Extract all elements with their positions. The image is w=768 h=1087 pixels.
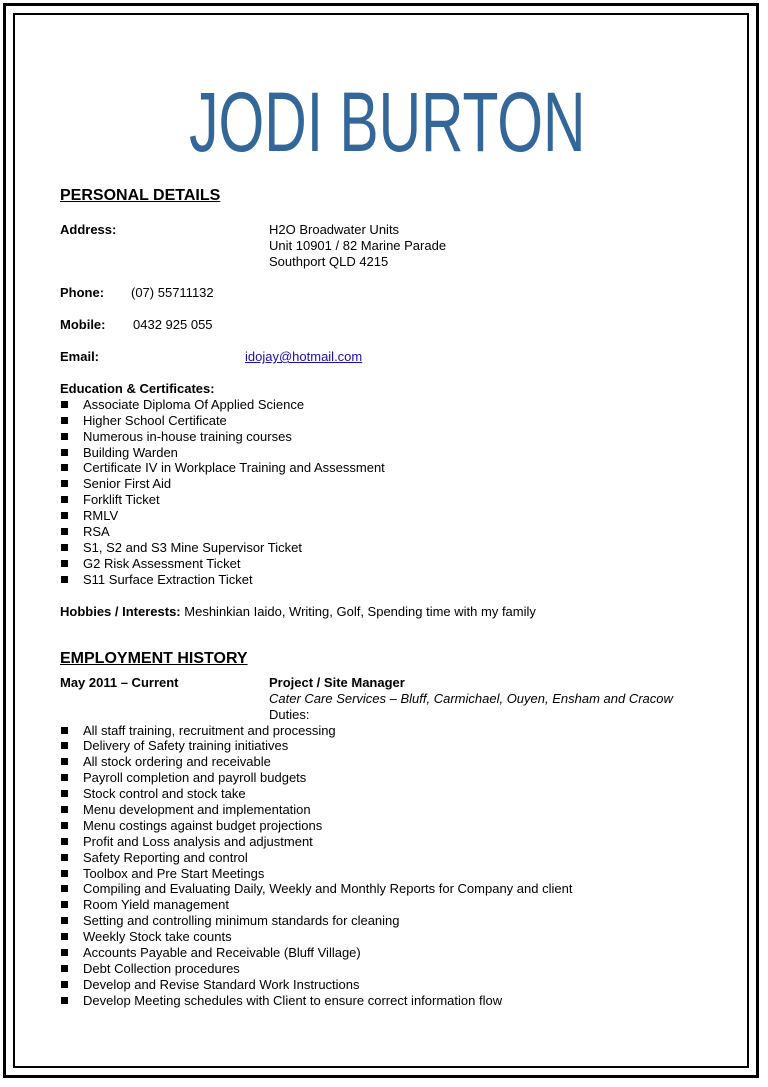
bullet-icon bbox=[61, 870, 68, 877]
bullet-icon bbox=[61, 464, 68, 471]
bullet-icon bbox=[61, 560, 68, 567]
bullet-icon bbox=[61, 917, 68, 924]
bullet-icon bbox=[61, 544, 68, 551]
bullet-icon bbox=[61, 528, 68, 535]
job-period: May 2011 – Current bbox=[60, 674, 179, 690]
bullet-icon bbox=[61, 401, 68, 408]
bullet-icon bbox=[61, 790, 68, 797]
phone-row bbox=[60, 285, 740, 301]
list-item: Higher School Certificate bbox=[60, 413, 740, 429]
bullet-icon bbox=[61, 949, 68, 956]
mobile-value: 0432 925 055 bbox=[133, 317, 213, 332]
bullet-icon bbox=[61, 727, 68, 734]
bullet-icon bbox=[61, 758, 68, 765]
hobbies-label: Hobbies / Interests: bbox=[60, 603, 181, 619]
personal-details-heading: PERSONAL DETAILS bbox=[60, 187, 221, 204]
phone-value: (07) 55711132 bbox=[131, 285, 214, 300]
job-title: Project / Site Manager bbox=[269, 674, 405, 690]
address-line-1: H2O Broadwater Units bbox=[269, 222, 400, 237]
list-item: G2 Risk Assessment Ticket bbox=[60, 556, 740, 572]
list-item: Safety Reporting and control bbox=[60, 850, 740, 866]
email-label: Email: bbox=[60, 349, 100, 364]
list-item: All staff training, recruitment and processing bbox=[60, 723, 740, 739]
bullet-icon bbox=[61, 981, 68, 988]
list-item: Develop Meeting schedules with Client to ensure correct information flow bbox=[60, 993, 740, 1009]
list-item: Profit and Loss analysis and adjustment bbox=[60, 834, 740, 850]
bullet-icon bbox=[61, 742, 68, 749]
hobbies-row bbox=[60, 604, 740, 620]
address-line-3: Southport QLD 4215 bbox=[269, 254, 389, 269]
list-item: Compiling and Evaluating Daily, Weekly and Monthly Reports for Company and client bbox=[60, 881, 740, 897]
list-item: Building Warden bbox=[60, 445, 740, 461]
phone-label: Phone: bbox=[60, 285, 105, 300]
list-item: S11 Surface Extraction Ticket bbox=[60, 572, 740, 588]
resume-body bbox=[60, 186, 740, 1009]
bullet-icon bbox=[61, 433, 68, 440]
bullet-icon bbox=[61, 774, 68, 781]
job-entry bbox=[60, 675, 740, 723]
bullet-icon bbox=[61, 576, 68, 583]
bullet-icon bbox=[61, 901, 68, 908]
bullet-icon bbox=[61, 480, 68, 487]
list-item: Menu costings against budget projections bbox=[60, 818, 740, 834]
bullet-icon bbox=[61, 449, 68, 456]
list-item: Debt Collection procedures bbox=[60, 961, 740, 977]
list-item: Toolbox and Pre Start Meetings bbox=[60, 866, 740, 882]
email-link[interactable]: idojay@hotmail.com bbox=[245, 349, 363, 364]
list-item: Senior First Aid bbox=[60, 476, 740, 492]
bullet-icon bbox=[61, 822, 68, 829]
education-list bbox=[60, 397, 740, 588]
list-item: Accounts Payable and Receivable (Bluff Village) bbox=[60, 945, 740, 961]
job-company: Cater Care Services – Bluff, Carmichael, Ouyen, Ensham and Cracow bbox=[269, 690, 673, 706]
bullet-icon bbox=[61, 885, 68, 892]
list-item: Develop and Revise Standard Work Instructions bbox=[60, 977, 740, 993]
bullet-icon bbox=[61, 838, 68, 845]
list-item: Setting and controlling minimum standards for cleaning bbox=[60, 913, 740, 929]
list-item: Certificate IV in Workplace Training and Assessment bbox=[60, 460, 740, 476]
bullet-icon bbox=[61, 997, 68, 1004]
list-item: S1, S2 and S3 Mine Supervisor Ticket bbox=[60, 540, 740, 556]
list-item: Numerous in-house training courses bbox=[60, 429, 740, 445]
bullet-icon bbox=[61, 933, 68, 940]
mobile-row bbox=[60, 317, 740, 333]
list-item: Forklift Ticket bbox=[60, 492, 740, 508]
address-line-2: Unit 10901 / 82 Marine Parade bbox=[269, 238, 447, 253]
list-item: Payroll completion and payroll budgets bbox=[60, 770, 740, 786]
list-item: RSA bbox=[60, 524, 740, 540]
list-item: Room Yield management bbox=[60, 897, 740, 913]
list-item: Associate Diploma Of Applied Science bbox=[60, 397, 740, 413]
bullet-icon bbox=[61, 496, 68, 503]
employment-history-heading: EMPLOYMENT HISTORY bbox=[60, 649, 248, 667]
list-item: Menu development and implementation bbox=[60, 802, 740, 818]
bullet-icon bbox=[61, 854, 68, 861]
education-label: Education & Certificates: bbox=[60, 381, 215, 396]
bullet-icon bbox=[61, 806, 68, 813]
address-block bbox=[60, 222, 740, 270]
list-item: Stock control and stock take bbox=[60, 786, 740, 802]
bullet-icon bbox=[61, 512, 68, 519]
bullet-icon bbox=[61, 417, 68, 424]
address-label: Address: bbox=[60, 222, 117, 237]
email-row bbox=[60, 349, 740, 365]
hobbies-value: Meshinkian Iaido, Writing, Golf, Spending time with my family bbox=[184, 603, 536, 619]
list-item: All stock ordering and receivable bbox=[60, 754, 740, 770]
list-item: Delivery of Safety training initiatives bbox=[60, 738, 740, 754]
candidate-name: JODI BURTON bbox=[189, 75, 586, 169]
duties-label: Duties: bbox=[269, 706, 310, 722]
bullet-icon bbox=[61, 965, 68, 972]
list-item: RMLV bbox=[60, 508, 740, 524]
list-item: Weekly Stock take counts bbox=[60, 929, 740, 945]
mobile-label: Mobile: bbox=[60, 317, 106, 332]
duties-list bbox=[60, 723, 740, 1009]
